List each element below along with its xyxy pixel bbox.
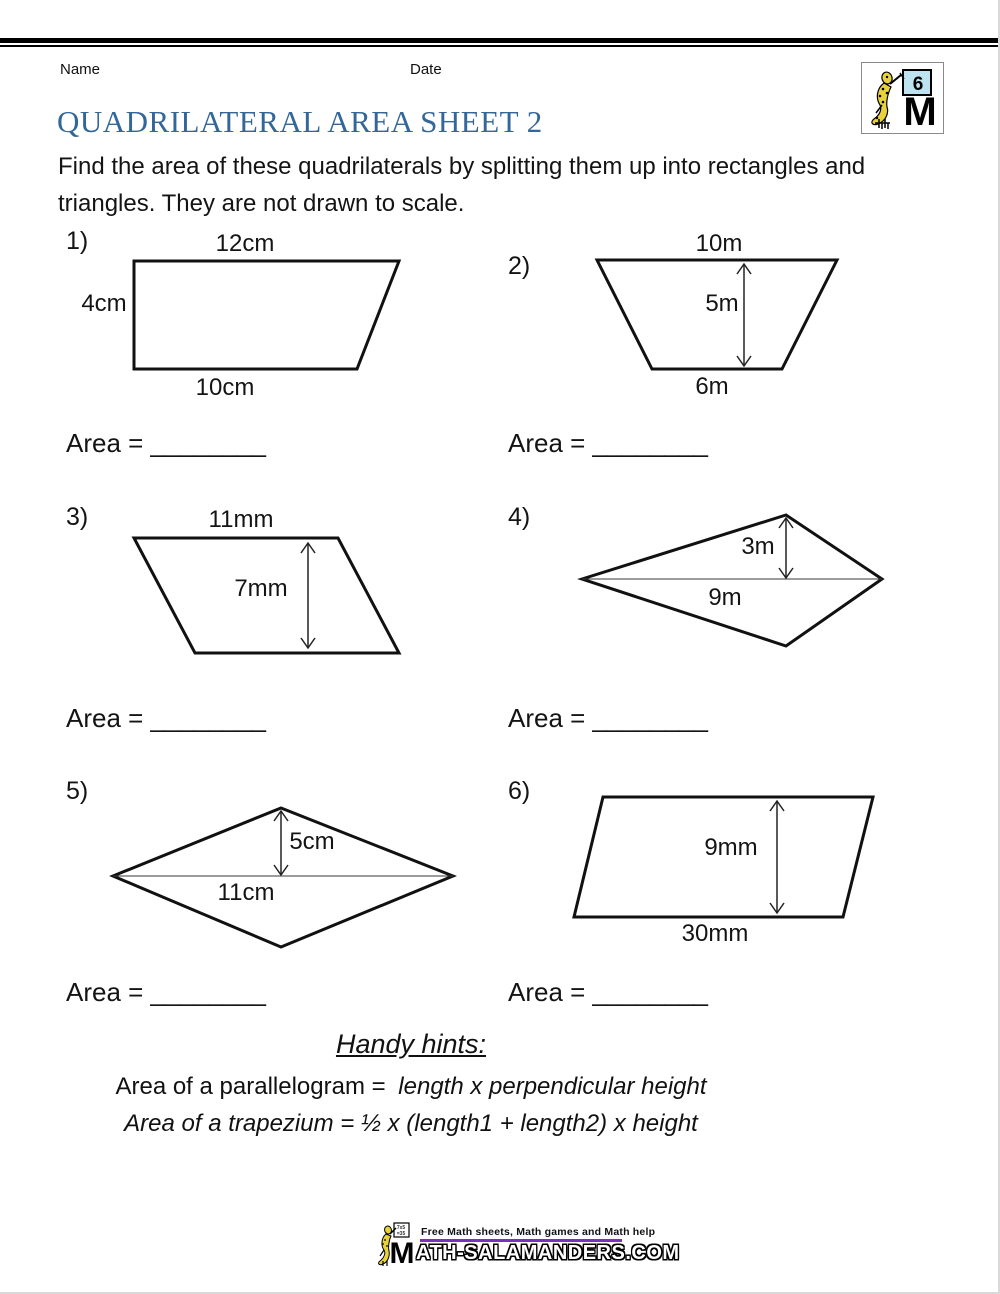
hint-parallelogram-formula: length x perpendicular height — [398, 1073, 707, 1100]
problem-5-width-label: 11cm — [217, 879, 275, 906]
area-label: Area = — [66, 428, 144, 458]
footer-tagline: Free Math sheets, Math games and Math help — [421, 1226, 656, 1238]
page-title: QUADRILATERAL AREA SHEET 2 — [57, 104, 543, 139]
problem-2-area-row — [508, 428, 708, 459]
problem-4-number: 4) — [508, 503, 531, 531]
problem-1-top-label: 12cm — [215, 230, 275, 257]
problem-3-number: 3) — [66, 503, 89, 531]
problem-4-width-label: 9m — [708, 584, 742, 611]
grade-logo — [861, 62, 944, 134]
problem-4-area-row — [508, 703, 708, 734]
hint-parallelogram — [0, 1073, 822, 1101]
problem-2-top-label: 10m — [695, 230, 743, 257]
problem-3-top-label: 11mm — [208, 506, 274, 533]
problem-2-bottom-label: 6m — [695, 373, 729, 400]
date-label: Date — [410, 61, 442, 78]
problem-3-height-label: 7mm — [234, 575, 288, 602]
problem-1-number: 1) — [66, 227, 89, 255]
name-label: Name — [60, 61, 101, 78]
area-blank: ________ — [150, 428, 267, 458]
problem-5-height-label: 5cm — [289, 828, 335, 855]
problem-1-left-label: 4cm — [81, 290, 127, 317]
area-label: Area = — [66, 977, 144, 1007]
handy-hints-section — [0, 1029, 822, 1138]
salamander-logo-icon — [862, 63, 943, 133]
logo-m-letter: M — [903, 90, 937, 133]
area-blank: ________ — [150, 977, 267, 1007]
problem-6-height-label: 9mm — [704, 834, 758, 861]
salamander-icon — [872, 71, 904, 129]
area-blank: ________ — [592, 428, 709, 458]
instructions-line-1: Find the area of these quadrilaterals by splitting them up into rectangles and — [58, 153, 866, 180]
area-blank: ________ — [150, 703, 267, 733]
problem-4-kite-shape — [570, 505, 900, 655]
hints-title: Handy hints: — [335, 1029, 487, 1059]
instructions — [58, 148, 865, 222]
area-label: Area = — [66, 703, 144, 733]
problem-6-bottom-label: 30mm — [681, 920, 749, 947]
hint-parallelogram-prefix: Area of a parallelogram = — [115, 1073, 386, 1100]
logo-grade-number: 6 — [912, 74, 924, 95]
footer-logo-board-line2: =35 — [396, 1231, 406, 1237]
area-label: Area = — [508, 977, 586, 1007]
area-blank: ________ — [592, 977, 709, 1007]
problem-2-number: 2) — [508, 252, 531, 280]
problem-6-area-row — [508, 977, 708, 1008]
problem-3-area-row — [66, 703, 266, 734]
problem-6-number: 6) — [508, 777, 531, 805]
problem-1-trapezoid-shape — [100, 250, 420, 380]
area-label: Area = — [508, 428, 586, 458]
problem-5-number: 5) — [66, 777, 89, 805]
hint-trapezium: Area of a trapezium = ½ x (length1 + length2) x height — [124, 1110, 698, 1137]
problem-5-area-row — [66, 977, 266, 1008]
top-border-thin-line — [0, 45, 998, 47]
area-blank: ________ — [592, 703, 709, 733]
instructions-line-2: triangles. They are not drawn to scale. — [58, 190, 465, 217]
top-border-bar — [0, 38, 998, 43]
problem-1-bottom-label: 10cm — [195, 374, 255, 401]
footer-logo-board-line1: 7x5 — [396, 1225, 406, 1231]
footer-brand: ATH-SALAMANDERS.COM — [416, 1242, 680, 1264]
problem-1-area-row — [66, 428, 266, 459]
footer-salamander-logo-icon — [374, 1220, 420, 1268]
footer-logo-m-letter: M — [389, 1237, 415, 1268]
area-label: Area = — [508, 703, 586, 733]
problem-5-rhombus-shape — [105, 800, 465, 955]
problem-2-height-label: 5m — [705, 290, 739, 317]
problem-4-height-label: 3m — [741, 533, 775, 560]
